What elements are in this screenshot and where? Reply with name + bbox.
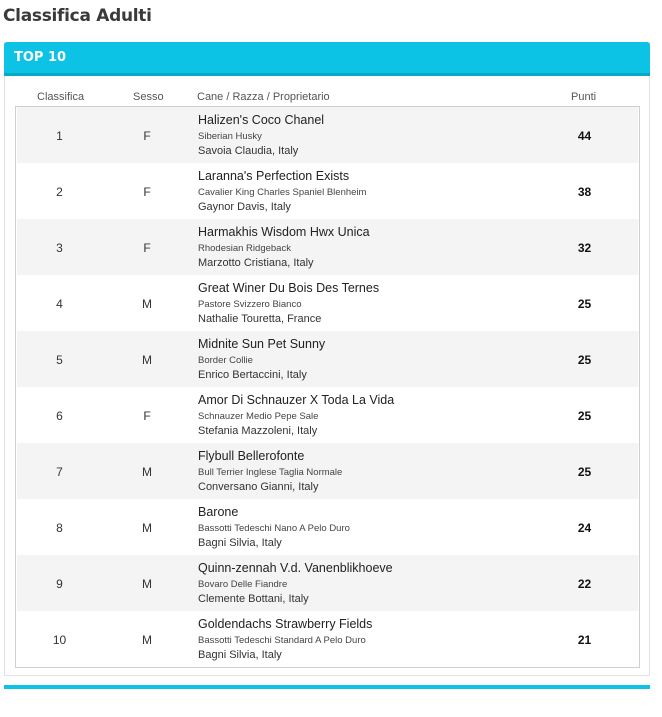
dog-name: Barone	[198, 505, 239, 519]
points-cell: 25	[577, 465, 592, 479]
dog-breed: Border Collie	[198, 355, 253, 366]
sex-cell: F	[143, 129, 151, 143]
sex-cell: M	[142, 633, 152, 647]
dog-owner: Clemente Bottani, Italy	[198, 593, 309, 605]
dog-owner: Bagni Silvia, Italy	[198, 537, 282, 549]
rank-cell: 2	[56, 185, 63, 199]
dog-breed: Bovaro Delle Fiandre	[198, 579, 288, 590]
points-cell: 38	[577, 185, 592, 199]
dog-breed: Bassotti Tedeschi Nano A Pelo Duro	[198, 523, 350, 534]
dog-owner: Enrico Bertaccini, Italy	[198, 369, 307, 381]
table-row[interactable]	[17, 107, 638, 163]
dog-owner: Savoia Claudia, Italy	[198, 145, 299, 157]
dog-owner: Gaynor Davis, Italy	[198, 201, 291, 213]
dog-breed: Bull Terrier Inglese Taglia Normale	[198, 467, 343, 478]
rank-cell: 7	[56, 465, 63, 479]
sex-cell: F	[143, 409, 151, 423]
table-row[interactable]	[17, 443, 638, 499]
table-row[interactable]	[17, 163, 638, 219]
rank-cell: 6	[56, 409, 63, 423]
dog-breed: Bassotti Tedeschi Standard A Pelo Duro	[198, 635, 366, 646]
sex-cell: M	[142, 297, 152, 311]
points-cell: 25	[577, 409, 592, 423]
dog-name: Flybull Bellerofonte	[198, 449, 305, 463]
table-row[interactable]	[17, 331, 638, 387]
rank-cell: 10	[52, 633, 67, 647]
column-header-sex: Sesso	[133, 91, 164, 103]
points-cell: 22	[577, 577, 592, 591]
dog-name: Laranna's Perfection Exists	[198, 169, 350, 183]
dog-owner: Stefania Mazzoleni, Italy	[198, 425, 318, 437]
points-cell: 25	[577, 353, 592, 367]
sex-cell: M	[142, 521, 152, 535]
dog-name: Harmakhis Wisdom Hwx Unica	[198, 225, 370, 239]
dog-owner: Conversano Gianni, Italy	[198, 481, 319, 493]
dog-breed: Rhodesian Ridgeback	[198, 243, 291, 254]
rank-cell: 9	[56, 577, 63, 591]
points-cell: 21	[577, 633, 592, 647]
points-cell: 32	[577, 241, 592, 255]
dog-breed: Pastore Svizzero Bianco	[198, 299, 302, 310]
sex-cell: F	[143, 241, 151, 255]
dog-name: Goldendachs Strawberry Fields	[198, 617, 373, 631]
sex-cell: F	[143, 185, 151, 199]
points-cell: 24	[577, 521, 592, 535]
rank-cell: 3	[56, 241, 63, 255]
points-cell: 25	[577, 297, 592, 311]
sex-cell: M	[142, 353, 152, 367]
dog-name: Great Winer Du Bois Des Ternes	[198, 281, 380, 295]
table-row[interactable]	[17, 219, 638, 275]
rank-cell: 8	[56, 521, 63, 535]
table-row[interactable]	[17, 611, 638, 667]
dog-name: Amor Di Schnauzer X Toda La Vida	[198, 393, 395, 407]
rank-cell: 5	[56, 353, 63, 367]
page-title: Classifica Adulti	[3, 6, 152, 26]
dog-owner: Nathalie Touretta, France	[198, 313, 322, 325]
dog-breed: Cavalier King Charles Spaniel Blenheim	[198, 187, 367, 198]
points-cell: 44	[577, 129, 592, 143]
column-header-dog: Cane / Razza / Proprietario	[197, 91, 330, 103]
sex-cell: M	[142, 577, 152, 591]
rank-cell: 1	[56, 129, 63, 143]
dog-name: Halizen's Coco Chanel	[198, 113, 325, 127]
panel-footer-bar	[4, 685, 650, 689]
panel-title: TOP 10	[14, 50, 67, 65]
dog-owner: Bagni Silvia, Italy	[198, 649, 282, 661]
dog-name: Midnite Sun Pet Sunny	[198, 337, 326, 351]
sex-cell: M	[142, 465, 152, 479]
column-header-rank: Classifica	[37, 91, 85, 103]
panel-header	[4, 42, 650, 76]
ranking-table	[15, 106, 640, 668]
column-header-points: Punti	[571, 91, 597, 103]
table-row[interactable]	[17, 499, 638, 555]
dog-name: Quinn-zennah V.d. Vanenblikhoeve	[198, 561, 393, 575]
dog-breed: Siberian Husky	[198, 131, 262, 142]
table-row[interactable]	[17, 555, 638, 611]
rank-cell: 4	[56, 297, 63, 311]
dog-owner: Marzotto Cristiana, Italy	[198, 257, 314, 269]
table-row[interactable]	[17, 387, 638, 443]
table-row[interactable]	[17, 275, 638, 331]
dog-breed: Schnauzer Medio Pepe Sale	[198, 411, 319, 422]
